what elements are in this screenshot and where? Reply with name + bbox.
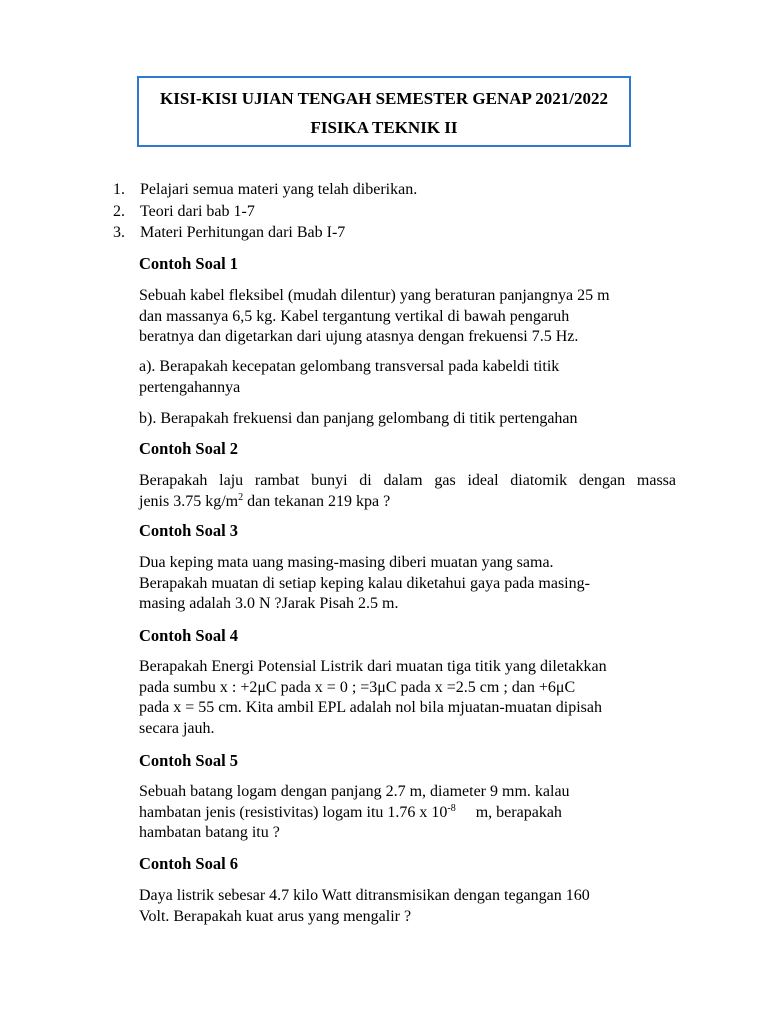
- soal-1-question-b: [139, 409, 676, 430]
- text-line: Sebuah batang logam dengan panjang 2.7 m, diameter 9 mm. kalau: [139, 783, 570, 800]
- list-number: 3.: [113, 224, 125, 241]
- soal-3-text: [139, 553, 676, 615]
- superscript: -8: [447, 802, 456, 814]
- text-line: Daya listrik sebesar 4.7 kilo Watt ditransmisikan dengan tegangan 160: [139, 887, 590, 904]
- text-fragment: dan tekanan 219 kpa ?: [243, 492, 391, 510]
- section-heading-soal-3: Contoh Soal 3: [139, 521, 239, 540]
- text-line: pada x = 55 cm. Kita ambil EPL adalah nol bila mjuatan-muatan dipisah: [139, 699, 602, 716]
- text-line: masing adalah 3.0 N ?Jarak Pisah 2.5 m.: [139, 595, 399, 612]
- list-text: Materi Perhitungan dari Bab I-7: [140, 224, 346, 241]
- text-line: secara jauh.: [139, 719, 215, 737]
- text-line: dan massanya 6,5 kg. Kabel tergantung vertikal di bawah pengaruh: [139, 307, 570, 325]
- soal-2-text: [139, 471, 676, 512]
- text-line: Sebuah kabel fleksibel (mudah dilentur) yang beraturan panjangnya 25 m: [139, 287, 610, 304]
- text-line: [139, 492, 676, 513]
- section-heading-soal-2: Contoh Soal 2: [139, 439, 239, 458]
- text-line: Volt. Berapakah kuat arus yang mengalir ?: [139, 907, 412, 925]
- text-line: Berapakah muatan di setiap keping kalau diketahui gaya pada masing-: [139, 574, 590, 592]
- section-heading-soal-5: Contoh Soal 5: [139, 751, 239, 770]
- document-subtitle: FISIKA TEKNIK II: [310, 118, 458, 137]
- section-heading-soal-6: Contoh Soal 6: [139, 854, 239, 873]
- title-box: [137, 76, 631, 147]
- text-fragment: hambatan jenis (resistivitas) logam itu 1.76 x 10: [139, 803, 448, 821]
- text-line: Berapakah Energi Potensial Listrik dari muatan tiga titik yang diletakkan: [139, 658, 607, 675]
- text-fragment: jenis 3.75 kg/m: [139, 492, 239, 510]
- text-line: [139, 803, 676, 824]
- text-line: hambatan batang itu ?: [139, 824, 280, 841]
- section-heading-soal-1: Contoh Soal 1: [139, 254, 239, 273]
- soal-6-text: [139, 886, 676, 927]
- soal-4-text: [139, 657, 676, 739]
- soal-5-text: [139, 782, 676, 844]
- text-line: pertengahannya: [139, 378, 241, 396]
- text-line: beratnya dan digetarkan dari ujung atasnya dengan frekuensi 7.5 Hz.: [139, 328, 579, 345]
- text-fragment: m, berapakah: [455, 803, 562, 821]
- list-number: 2.: [113, 202, 125, 220]
- text-line: a). Berapakah kecepatan gelombang transversal pada kabeldi titik: [139, 358, 560, 375]
- text-line: pada sumbu x : +2μC pada x = 0 ; =3μC pada x =2.5 cm ; dan +6μC: [139, 678, 576, 696]
- list-text: Pelajari semua materi yang telah diberikan.: [140, 181, 418, 198]
- text-line: b). Berapakah frekuensi dan panjang gelombang di titik pertengahan: [139, 410, 578, 427]
- soal-1-text: [139, 286, 676, 348]
- document-title: KISI-KISI UJIAN TENGAH SEMESTER GENAP 2021/2022: [160, 89, 608, 108]
- superscript: 2: [238, 491, 244, 503]
- list-text: Teori dari bab 1-7: [140, 202, 255, 220]
- text-line: Dua keping mata uang masing-masing diberi muatan yang sama.: [139, 554, 554, 571]
- soal-1-question-a: [139, 357, 676, 398]
- section-heading-soal-4: Contoh Soal 4: [139, 626, 239, 645]
- text-line: Berapakah laju rambat bunyi di dalam gas ideal diatomik dengan massa: [139, 472, 676, 489]
- list-number: 1.: [113, 181, 125, 198]
